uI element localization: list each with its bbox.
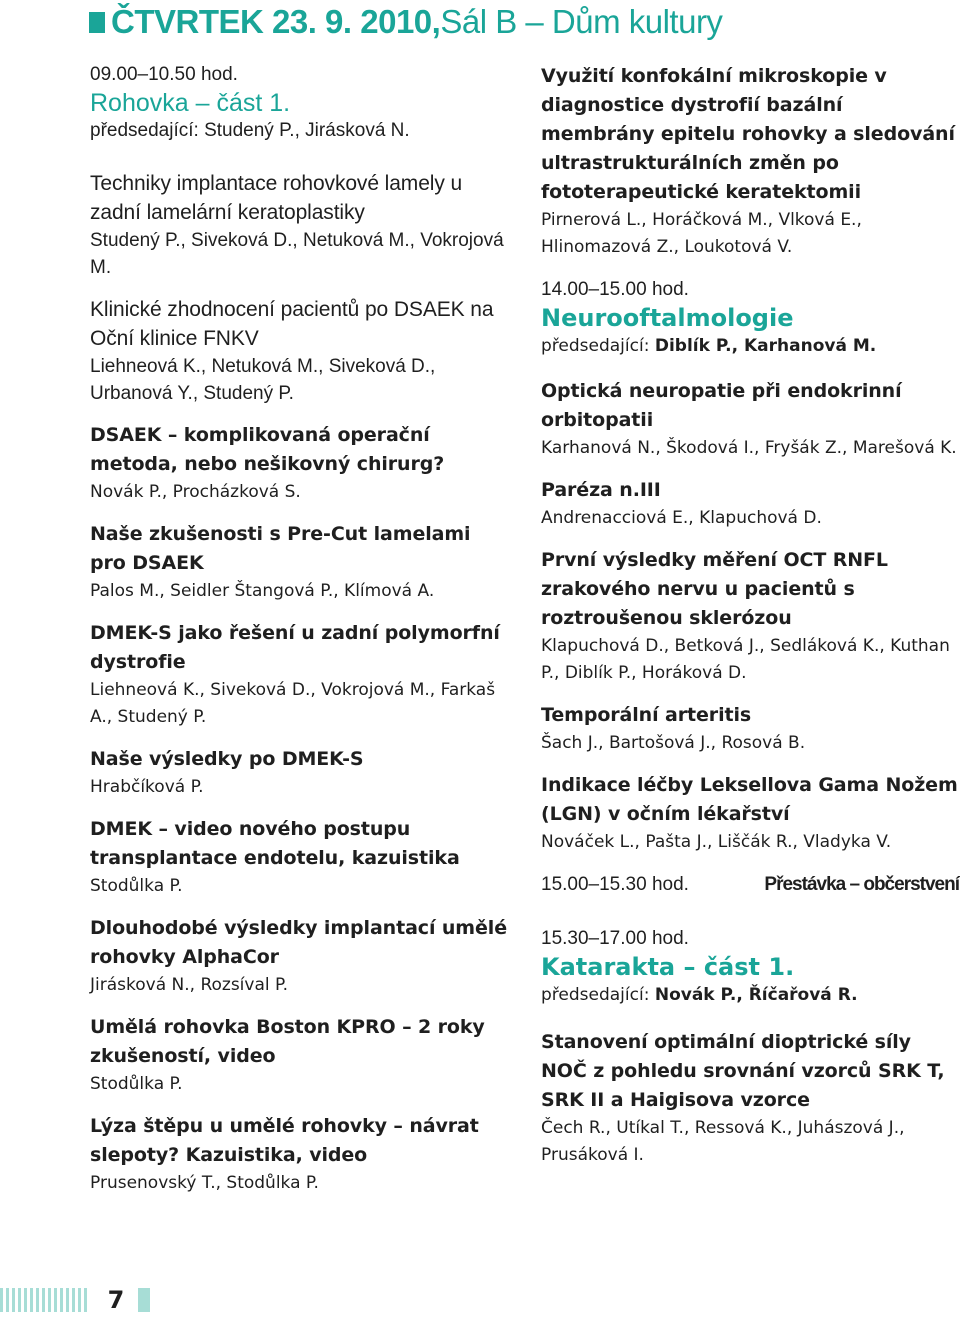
talk-title: Optická neuropatie při endokrinní orbitopatii [541, 380, 902, 431]
talk-title: Naše zkušenosti s Pre-Cut lamelami pro DSAEK [90, 523, 471, 574]
talk-authors: Stodůlka P. [90, 876, 183, 896]
break-time: 15.00–15.30 hod. [541, 874, 689, 895]
talk-authors: Klapuchová D., Betková J., Sedláková K., Kuthan P., Diblík P., Horáková D. [541, 636, 950, 683]
talk-title: Indikace léčby Leksellova Gama Nožem (LGN) v očním lékařství [541, 774, 958, 825]
talk-item [90, 815, 510, 900]
talk-title: Naše výsledky po DMEK-S [90, 748, 364, 770]
talk-title: Umělá rohovka Boston KPRO – 2 roky zkušeností, video [90, 1016, 485, 1067]
talk-title: Lýza štěpu u umělé rohovky – návrat slepoty? Kazuistika, video [90, 1115, 479, 1166]
talk-title: Paréza n.III [541, 479, 661, 501]
footer-stripe [0, 1288, 88, 1312]
talk-authors: Pirnerová L., Horáčková M., Vlková E., Hlinomazová Z., Loukotová V. [541, 210, 862, 257]
talk-item [90, 1112, 510, 1197]
talk-item [90, 520, 510, 605]
talk-item [90, 745, 510, 801]
chair-label: předsedající: [541, 336, 655, 356]
talk-item [90, 295, 510, 407]
talk-title: Dlouhodobé výsledky implantací umělé rohovky AlphaCor [90, 917, 507, 968]
talk-item [541, 771, 959, 856]
talk-authors: Novák P., Procházková S. [90, 482, 301, 502]
talk-authors: Čech R., Utíkal T., Ressová K., Juhászová J., Prusáková I. [541, 1118, 905, 1165]
talk-item [541, 546, 959, 687]
talk-item [90, 619, 510, 731]
talk-authors: Andrenacciová E., Klapuchová D. [541, 508, 822, 528]
session-title: Neurooftalmologie [541, 304, 794, 332]
footer-mark [138, 1288, 150, 1312]
page-number: 7 [107, 1286, 125, 1314]
header-place: Sál B – Dům kultury [440, 3, 723, 40]
talk-authors: Jirásková N., Rozsíval P. [90, 975, 289, 995]
talk-authors: Palos M., Seidler Štangová P., Klímová A. [90, 581, 435, 601]
chair-names: Novák P., Říčařová R. [654, 985, 858, 1005]
talk-authors: Hrabčíková P. [90, 777, 204, 797]
talk-title: DMEK-S jako řešení u zadní polymorfní dystrofie [90, 622, 500, 673]
header-day: ČTVRTEK 23. 9. 2010, [111, 3, 441, 40]
talk-authors: Liehneová K., Siveková D., Vokrojová M., Farkaš A., Studený P. [90, 680, 496, 727]
page-header [89, 2, 722, 42]
talk-authors: Liehneová K., Netuková M., Siveková D., Urbanová Y., Studený P. [90, 356, 436, 404]
talk-authors: Prusenovský T., Stodůlka P. [90, 1173, 319, 1193]
talk-item [541, 377, 959, 462]
talk-authors: Šach J., Bartošová J., Rosová B. [541, 733, 806, 753]
talk-authors: Studený P., Siveková D., Netuková M., Vokrojová M. [90, 230, 504, 278]
session-time: 14.00–15.00 hod. [541, 279, 689, 300]
talk-title: Stanovení optimální dioptrické síly NOČ z pohledu srovnání vzorců SRK T, SRK II a Haigisova vzorce [541, 1031, 945, 1111]
talk-item [90, 169, 510, 281]
talk-title: První výsledky měření OCT RNFL zrakového nervu u pacientů s roztroušenou sklerózou [541, 549, 888, 629]
session-chairs [541, 333, 959, 359]
session-block [541, 277, 959, 359]
header-square-icon [89, 12, 105, 33]
talk-title: Temporální arteritis [541, 704, 752, 726]
talk-item [541, 701, 959, 757]
break-row [541, 872, 959, 898]
session-title: Rohovka – část 1. [90, 89, 291, 117]
left-column [90, 62, 510, 1197]
talk-authors: Stodůlka P. [90, 1074, 183, 1094]
session-time: 15.30–17.00 hod. [541, 928, 689, 949]
chair-names: Diblík P., Karhanová M. [654, 336, 877, 356]
session-chairs [541, 982, 959, 1008]
talk-item [541, 62, 959, 261]
talk-title: Techniky implantace rohovkové lamely u zadní lamelární keratoplastiky [90, 172, 463, 224]
chair-label: předsedající: [541, 985, 655, 1005]
break-label: Přestávka – občerstvení [764, 874, 959, 895]
talk-item [90, 1013, 510, 1098]
talk-title: Využití konfokální mikroskopie v diagnostice dystrofií bazální membrány epitelu rohovky a sledování ultrastrukturálních změn po fototerapeutické keratektomii [541, 65, 955, 203]
talk-authors: Karhanová N., Škodová I., Fryšák Z., Marešová K. [541, 438, 957, 458]
talk-title: DSAEK – komplikovaná operační metoda, nebo nešikovný chirurg? [90, 424, 445, 475]
session-chairs [90, 118, 510, 144]
chair-names: Studený P., Jirásková N. [204, 120, 410, 141]
session-block [541, 926, 959, 1008]
chair-label: předsedající: [90, 120, 205, 141]
talk-authors: Nováček L., Pašta J., Liščák R., Vladyka V. [541, 832, 892, 852]
session-time: 09.00–10.50 hod. [90, 64, 238, 85]
right-column [541, 62, 959, 1169]
session-title: Katarakta – část 1. [541, 953, 795, 981]
talk-title: Klinické zhodnocení pacientů po DSAEK na Oční klinice FNKV [90, 298, 494, 350]
talk-item [90, 421, 510, 506]
talk-item [541, 1028, 959, 1169]
talk-title: DMEK – video nového postupu transplantace endotelu, kazuistika [90, 818, 460, 869]
talk-item [90, 914, 510, 999]
talk-item [541, 476, 959, 532]
